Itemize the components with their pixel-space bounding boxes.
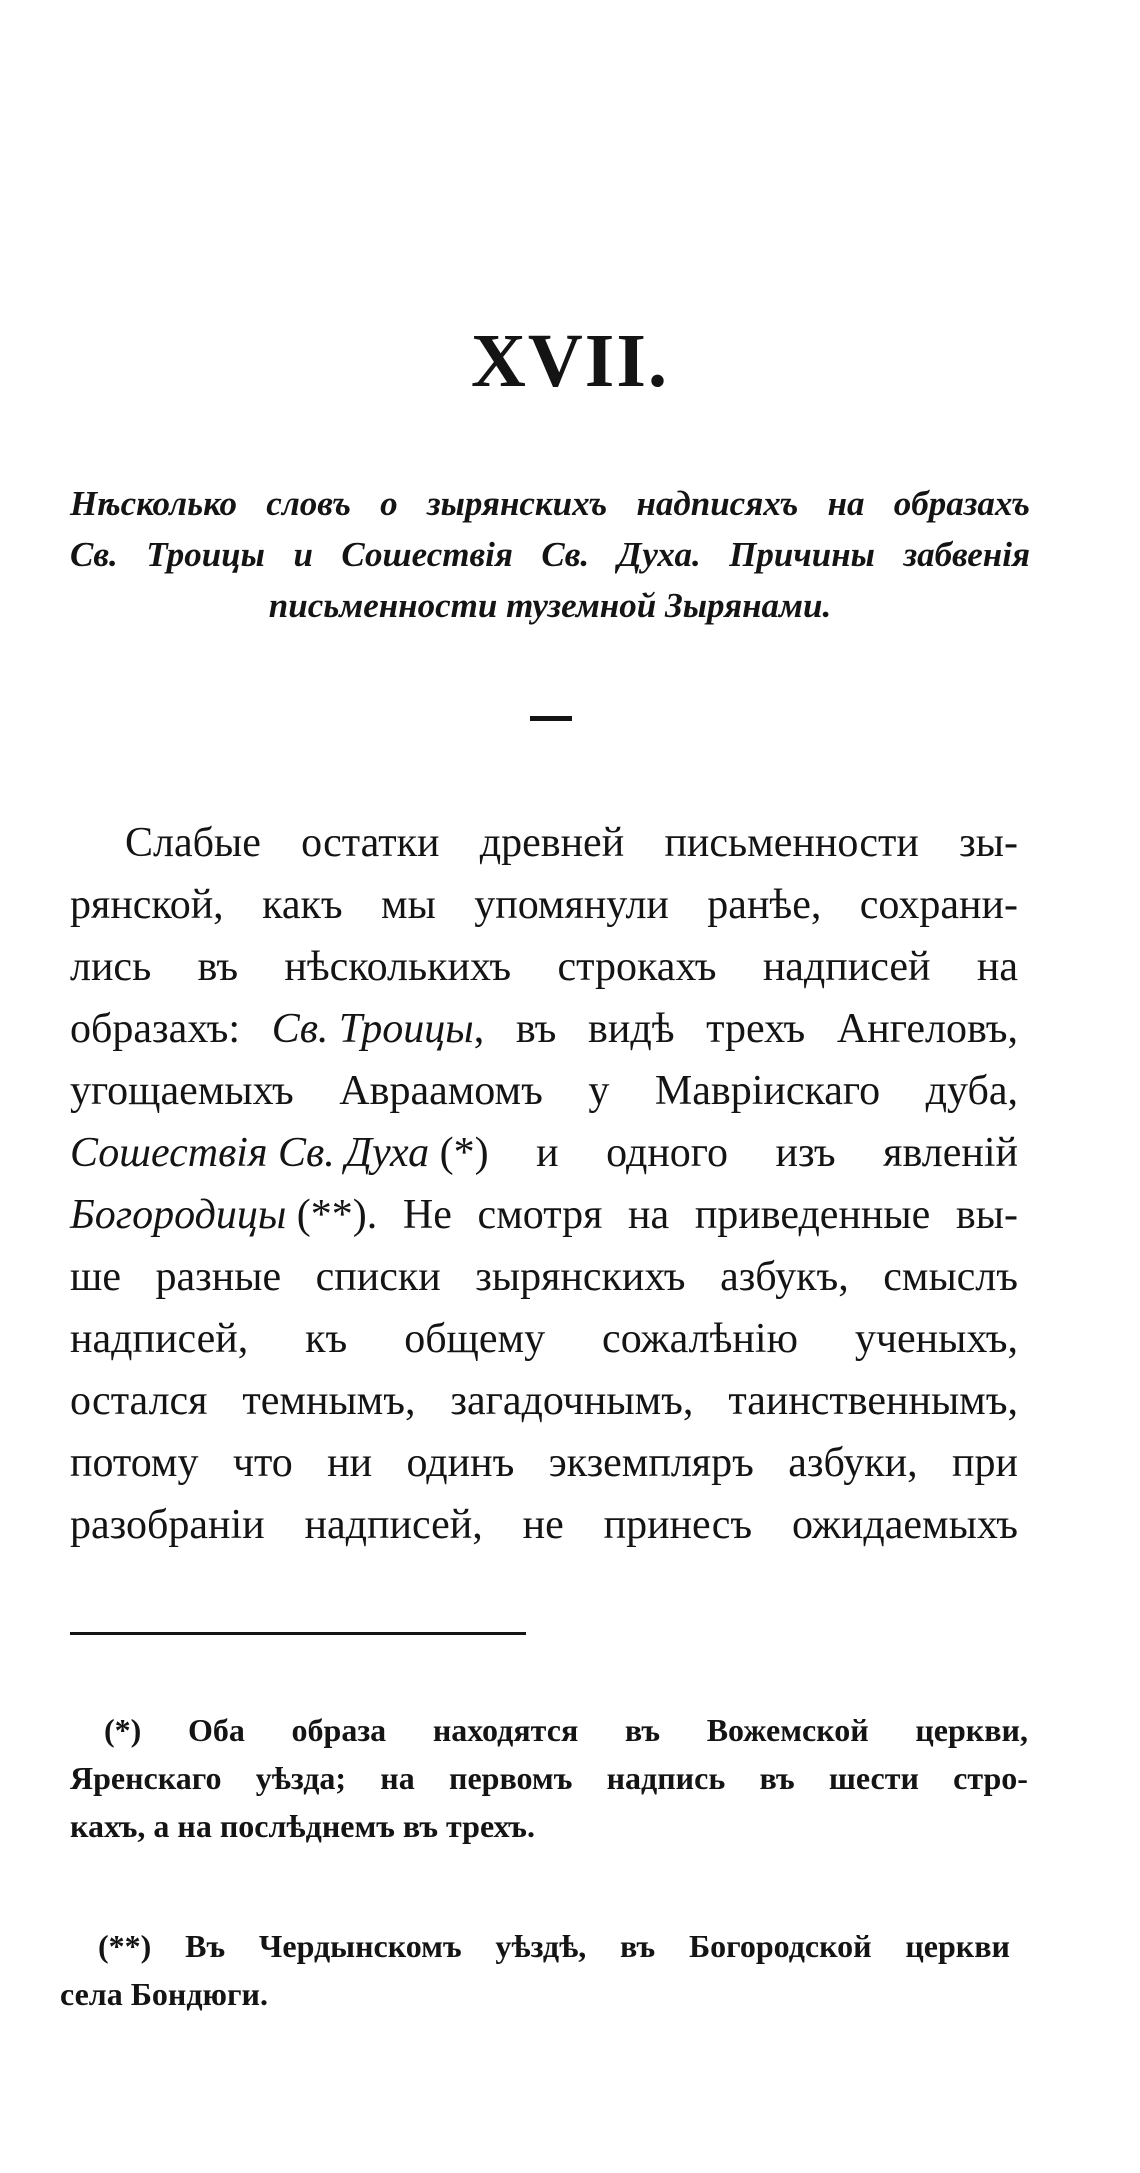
chapter-summary [70,478,1030,631]
word: и [293,535,313,574]
word: смотря [477,1192,603,1238]
word: словъ [266,484,351,523]
body-line [70,1308,1018,1370]
word: явленій [883,1130,1018,1176]
word: Въ [185,1928,226,1964]
word: остался [70,1378,208,1424]
word: упомянули [474,882,669,928]
word: сохрани- [859,882,1018,928]
word: надпись [606,1760,726,1796]
footnote-2 [60,1922,1010,2018]
word: Троицы [146,535,265,574]
word: азбуки, [788,1440,918,1486]
footnote-line: кахъ, а на послѣднемъ въ трехъ. [70,1808,535,1844]
word: шести [828,1760,919,1796]
word: Не [402,1192,452,1238]
word: не [522,1502,564,1548]
word: въ [197,944,239,990]
word: образахъ [893,484,1030,523]
word: образа [291,1712,387,1748]
word: къ [305,1316,348,1362]
word: Сошествія [341,535,513,574]
word: Причины [729,535,875,574]
word: ранѣе, [707,882,822,928]
word: вы- [955,1192,1018,1238]
word: на [628,1192,670,1238]
word: таинственнымъ, [728,1378,1018,1424]
word: при [951,1440,1018,1486]
word: ожидаемыхъ [791,1502,1018,1548]
word: ни [327,1440,373,1486]
word: въ [759,1760,795,1796]
footnote-line [70,1706,1028,1754]
body-line [70,874,1018,936]
word: загадочнымъ, [450,1378,694,1424]
word: разобраніи [70,1502,265,1548]
word: уѣзда; [255,1760,347,1796]
word: нѣсколькихъ [284,944,512,990]
word: (**) [98,1928,152,1964]
word: Ангеловъ, [836,1006,1018,1052]
word: одного [606,1130,728,1176]
word: какъ [262,882,343,928]
body-line [70,936,1018,998]
body-line [70,998,1018,1060]
word: въ [624,1712,661,1748]
word: на [827,484,865,523]
word: темнымъ, [242,1378,416,1424]
summary-line [70,478,1030,529]
word: дуба, [925,1068,1018,1114]
word: забвенія [903,535,1030,574]
word: угощаемыхъ [70,1068,294,1114]
word: Слабые [125,820,261,866]
word: Богородицы (**). [70,1192,378,1238]
word: Вожемской [706,1712,869,1748]
word: мы [381,882,436,928]
section-dash [530,716,572,721]
word: зы- [959,820,1018,866]
word: лись [70,944,152,990]
word: разные [155,1254,282,1300]
word: находятся [432,1712,579,1748]
footnote-rule [70,1632,526,1635]
word: надписяхъ [636,484,799,523]
footnote-line [70,1754,1028,1802]
word: Св. [541,535,590,574]
word: что [232,1440,293,1486]
word: церкви, [915,1712,1028,1748]
word: Авраамомъ [339,1068,543,1114]
word: Сошествія Св. Духа (*) [70,1130,489,1176]
word: въ [515,1006,557,1052]
body-line [70,1122,1018,1184]
word: надписей, [304,1502,483,1548]
word: азбукъ, [720,1254,849,1300]
word: Св. [70,535,118,574]
word: остатки [301,820,440,866]
summary-line [70,529,1030,580]
word: уѣздѣ, [495,1928,587,1964]
word: изъ [775,1130,836,1176]
footnote-1 [70,1706,1028,1850]
word: видѣ [588,1006,675,1052]
word: въ [620,1928,656,1964]
word: надписей [762,944,931,990]
word: трехъ [706,1006,806,1052]
summary-line: письменности туземной Зырянами. [268,586,832,625]
word: образахъ: [70,1006,241,1052]
body-line [70,1060,1018,1122]
word: рянской, [70,882,224,928]
word: и [536,1130,559,1176]
word: Духа. [617,535,701,574]
body-line [70,812,1018,874]
body-paragraph [70,812,1018,1556]
word: зырянскихъ [475,1254,686,1300]
word: стро- [953,1760,1028,1796]
chapter-number: XVII. [471,319,669,403]
word: Св. Троицы, [271,1006,485,1052]
footnote-line [60,1922,1010,1970]
word: смыслъ [883,1254,1018,1300]
word: письменности [664,820,919,866]
word: экземпляръ [548,1440,754,1486]
word: списки [315,1254,441,1300]
footnote-line: села Бондюги. [60,1976,268,2012]
word: Яренскаго [70,1760,222,1796]
body-line [70,1370,1018,1432]
body-line [70,1494,1018,1556]
word: на [976,944,1018,990]
word: надписей, [70,1316,249,1362]
body-line [70,1184,1018,1246]
word: строкахъ [557,944,717,990]
word: одинъ [406,1440,515,1486]
word: первомъ [449,1760,573,1796]
word: церкви [905,1928,1010,1964]
word: о [380,484,398,523]
word: Богородской [688,1928,872,1964]
word: у [588,1068,610,1114]
body-line [70,1246,1018,1308]
word: (*) [104,1712,142,1748]
word: Мавріискаго [654,1068,881,1114]
word: древней [479,820,625,866]
word: принесъ [603,1502,753,1548]
word: приведенные [694,1192,931,1238]
word: Нѣсколько [70,484,238,523]
word: сожалѣнію [602,1316,798,1362]
word: Чердынскомъ [258,1928,462,1964]
body-line [70,1432,1018,1494]
word: ученыхъ, [854,1316,1018,1362]
word: зырянскихъ [426,484,608,523]
word: потому [70,1440,199,1486]
word: на [380,1760,415,1796]
word: Оба [187,1712,245,1748]
word: ше [70,1254,121,1300]
word: общему [404,1316,546,1362]
